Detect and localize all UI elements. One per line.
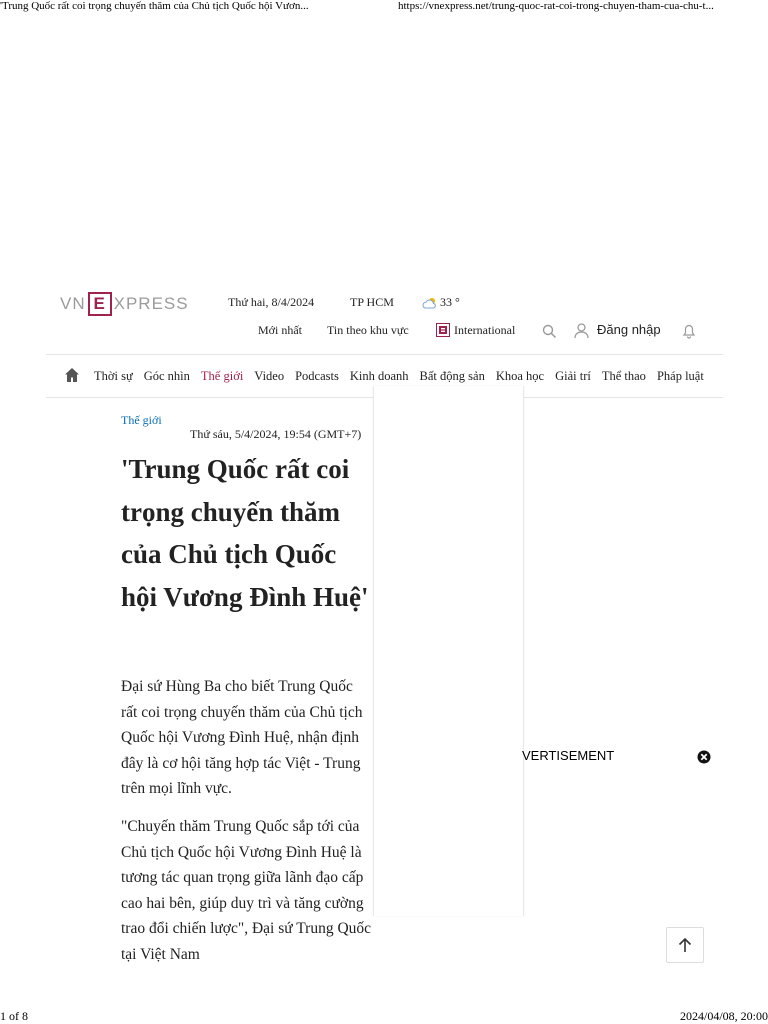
print-page-number: 1 of 8 <box>0 1009 28 1023</box>
nav-item[interactable]: Thời sự <box>94 368 133 383</box>
print-page-title: 'Trung Quốc rất coi trọng chuyến thăm của Chủ tịch Quốc hội Vươn... <box>0 0 309 12</box>
site-logo[interactable] <box>60 291 202 317</box>
nav-item[interactable]: Góc nhìn <box>143 368 190 383</box>
close-icon[interactable] <box>697 750 711 764</box>
article-category[interactable]: Thế giới <box>121 413 162 427</box>
logo-mark: E <box>88 292 112 316</box>
nav-item[interactable]: Video <box>254 368 285 383</box>
international-icon <box>436 323 450 337</box>
nav-item[interactable]: Pháp luật <box>656 368 704 383</box>
home-icon[interactable] <box>64 367 80 383</box>
latest-news-link[interactable]: Mới nhất <box>258 323 303 337</box>
ad-overlay-panel <box>373 386 524 916</box>
article-title: 'Trung Quốc rất coi trọng chuyến thăm của Chủ tịch Quốc hội Vương Đình Huệ' <box>121 454 369 612</box>
logo-text-left: VN <box>60 294 86 313</box>
international-link[interactable]: International <box>454 323 516 337</box>
print-page-url: https://vnexpress.net/trung-quoc-rat-coi-trong-chuyen-tham-cua-chu-t... <box>398 0 714 12</box>
temperature: 33 ° <box>440 295 460 309</box>
print-timestamp: 2024/04/08, 20:00 <box>679 1009 768 1023</box>
nav-item-active[interactable]: Thế giới <box>200 368 244 383</box>
back-to-top-button[interactable] <box>666 927 704 963</box>
local-news-link[interactable]: Tin theo khu vực <box>327 323 409 337</box>
nav-item[interactable]: Podcasts <box>295 368 339 383</box>
weather-icon <box>422 296 438 308</box>
nav-item[interactable]: Thể thao <box>601 368 646 383</box>
article-paragraph: "Chuyến thăm Trung Quốc sắp tới của Chủ tịch Quốc hội Vương Đình Huệ là tương tác quan trọng giữa lãnh đạo cấp cao hai bên, giúp duy trì và tăng cường trao đổi chiến lược", Đại sứ Trung Quốc tại Việt Nam <box>121 818 372 963</box>
login-link[interactable]: Đăng nhập <box>597 322 661 337</box>
nav-item[interactable]: Giải trí <box>555 368 591 383</box>
nav-item[interactable]: Kinh doanh <box>349 368 409 383</box>
article-date: Thứ sáu, 5/4/2024, 19:54 (GMT+7) <box>190 427 362 441</box>
nav-item[interactable]: Khoa học <box>495 368 545 383</box>
city-selector[interactable]: TP HCM <box>350 295 394 309</box>
bell-icon[interactable] <box>682 323 696 339</box>
logo-text-right: XPRESS <box>113 294 189 313</box>
article-sapo: Đại sứ Hùng Ba cho biết Trung Quốc rất coi trọng chuyến thăm của Chủ tịch Quốc hội Vương Đình Huệ, nhận định đây là cơ hội tăng hợp tác Việt - Trung trên mọi lĩnh vực. <box>121 678 363 797</box>
current-date: Thứ hai, 8/4/2024 <box>228 295 315 309</box>
arrow-up-icon <box>667 928 703 962</box>
search-icon[interactable] <box>542 324 557 339</box>
nav-item[interactable]: Bất động sản <box>419 368 485 383</box>
user-icon[interactable] <box>574 323 589 339</box>
ad-label: VERTISEMENT <box>522 748 615 763</box>
